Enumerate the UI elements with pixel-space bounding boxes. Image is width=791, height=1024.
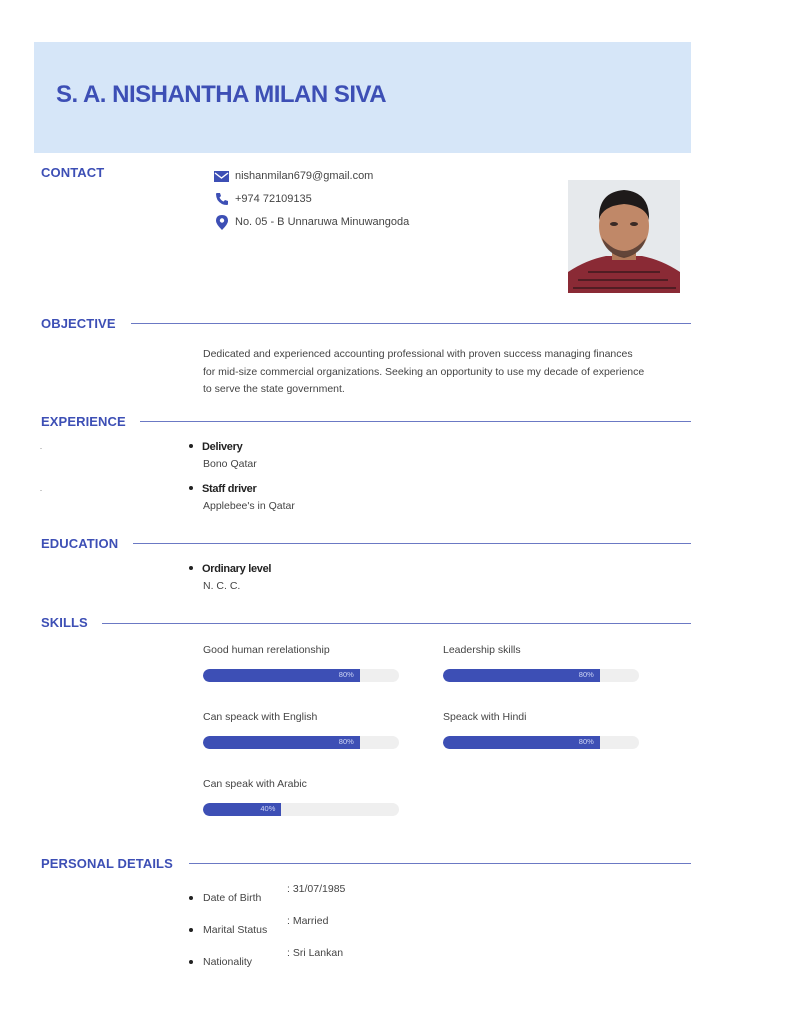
skill-progress-fill bbox=[203, 669, 360, 682]
skill-label: Leadership skills bbox=[443, 644, 521, 656]
section-divider bbox=[102, 623, 691, 624]
bullet-icon bbox=[189, 960, 193, 964]
section-title-personal-details: PERSONAL DETAILS bbox=[41, 856, 173, 871]
skill-item bbox=[203, 644, 399, 682]
detail-label: Marital Status bbox=[203, 924, 268, 936]
skill-item bbox=[203, 778, 399, 816]
skill-label: Good human rerelationship bbox=[203, 644, 330, 656]
header-banner bbox=[34, 42, 691, 153]
experience-item bbox=[189, 483, 295, 512]
phone-icon bbox=[213, 192, 230, 206]
skill-percent: 80% bbox=[578, 670, 594, 679]
address-text: No. 05 - B Unnaruwa Minuwangoda bbox=[235, 216, 410, 228]
section-divider bbox=[131, 323, 691, 324]
skill-progress-bar bbox=[203, 669, 399, 682]
envelope-icon bbox=[213, 169, 230, 183]
company-name: Applebee's in Qatar bbox=[203, 500, 295, 512]
date-placeholder bbox=[40, 490, 42, 491]
bullet-icon bbox=[189, 928, 193, 932]
qualification-title: Ordinary level bbox=[202, 563, 272, 575]
personal-detail-label bbox=[189, 924, 267, 936]
objective-line: for mid-size commercial organizations. Seeking an opportunity to use my decade of experience bbox=[203, 365, 645, 378]
skill-progress-fill bbox=[443, 736, 600, 749]
detail-value: : Sri Lankan bbox=[287, 947, 344, 959]
objective-line: to serve the state government. bbox=[203, 383, 345, 395]
section-divider bbox=[140, 421, 691, 422]
school-name: N. C. C. bbox=[203, 580, 241, 592]
job-title: Delivery bbox=[202, 441, 243, 453]
education-item bbox=[189, 563, 271, 592]
detail-label: Date of Birth bbox=[203, 892, 262, 904]
skill-percent: 80% bbox=[338, 670, 354, 679]
skill-item bbox=[443, 644, 639, 682]
bullet-icon bbox=[189, 896, 193, 900]
section-title-experience: EXPERIENCE bbox=[41, 414, 126, 429]
section-title-contact: CONTACT bbox=[41, 165, 105, 180]
skill-progress-bar bbox=[443, 669, 639, 682]
skill-percent: 40% bbox=[260, 804, 276, 813]
contact-email[interactable] bbox=[213, 169, 373, 183]
experience-item bbox=[189, 441, 257, 470]
skill-label: Speack with Hindi bbox=[443, 711, 527, 723]
personal-detail-label bbox=[189, 956, 252, 968]
skill-percent: 80% bbox=[578, 737, 594, 746]
company-name: Bono Qatar bbox=[203, 458, 257, 470]
skill-progress-fill bbox=[443, 669, 600, 682]
skill-progress-bar bbox=[203, 736, 399, 749]
personal-detail-label bbox=[189, 892, 261, 904]
contact-address bbox=[213, 215, 409, 229]
section-divider bbox=[189, 863, 691, 864]
email-text: nishanmilan679@gmail.com bbox=[235, 170, 374, 182]
profile-photo bbox=[568, 180, 680, 293]
section-title-education: EDUCATION bbox=[41, 536, 119, 551]
skill-progress-fill bbox=[203, 736, 360, 749]
skill-percent: 80% bbox=[338, 737, 354, 746]
skill-label: Can speak with Arabic bbox=[203, 778, 307, 790]
bullet-icon bbox=[189, 444, 193, 448]
objective-line: Dedicated and experienced accounting professional with proven success managing finances bbox=[203, 348, 633, 360]
section-title-objective: OBJECTIVE bbox=[41, 316, 116, 331]
skill-progress-bar bbox=[443, 736, 639, 749]
phone-text: +974 72109135 bbox=[235, 193, 312, 205]
bullet-icon bbox=[189, 566, 193, 570]
job-title: Staff driver bbox=[202, 483, 257, 495]
skill-progress-bar bbox=[203, 803, 399, 816]
date-placeholder bbox=[40, 448, 42, 449]
location-pin-icon bbox=[213, 215, 230, 229]
candidate-name: S. A. NISHANTHA MILAN SIVA bbox=[56, 81, 387, 108]
section-title-skills: SKILLS bbox=[41, 615, 88, 630]
skill-item bbox=[203, 711, 399, 749]
contact-phone[interactable] bbox=[213, 192, 312, 206]
bullet-icon bbox=[189, 486, 193, 490]
detail-value: : 31/07/1985 bbox=[287, 883, 346, 895]
objective-text bbox=[203, 346, 693, 399]
detail-label: Nationality bbox=[203, 956, 253, 968]
skill-item bbox=[443, 711, 639, 749]
section-divider bbox=[133, 543, 691, 544]
skill-progress-fill bbox=[203, 803, 281, 816]
detail-value: : Married bbox=[287, 915, 329, 927]
skill-label: Can speack with English bbox=[203, 711, 318, 723]
